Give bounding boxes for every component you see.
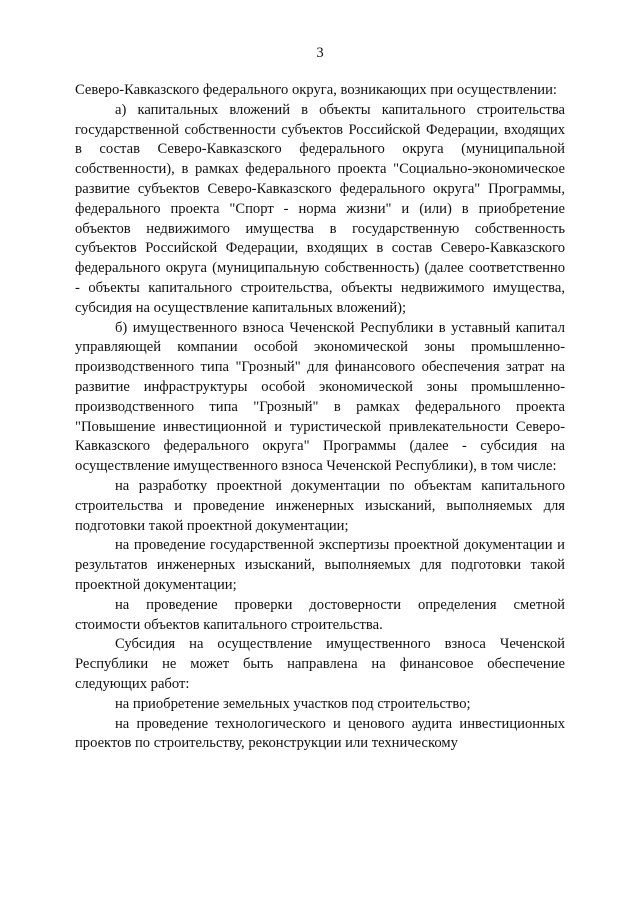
document-body: [75, 81, 565, 754]
paragraph-item-b: б) имущественного взноса Чеченской Республики в уставный капитал управляющей компании особой экономической зоны промышленно-производственного типа "Грозный" для финансового обеспечения затрат на развитие инфраструктуры особой экономической зоны промышленно-производственного типа "Грозный" в рамках федерального проекта "Повышение инвестиционной и туристической привлекательности Северо-Кавказского федерального округа" Программы (далее - субсидия на осуществление имущественного взноса Чеченской Республики), в том числе:: [75, 319, 565, 475]
paragraph-item-a: а) капитальных вложений в объекты капитального строительства государственной собственности субъектов Российской Федерации, входящих в состав Северо-Кавказского федерального округа (муниципальной собственности), в рамках федерального проекта "Социально-экономическое развитие субъектов Северо-Кавказского федерального округа" Программы, федерального проекта "Спорт - норма жизни" и (или) в приобретение объектов недвижимого имущества в государственную собственность субъектов Российской Федерации, входящих в состав Северо-Кавказского федерального округа (муниципальную собственность) (далее соответственно - объекты капитального строительства, объекты недвижимого имущества, субсидия на осуществление капитальных вложений);: [75, 101, 565, 316]
paragraph-land-acquisition: на приобретение земельных участков под строительство;: [115, 695, 471, 712]
paragraph-intro: Северо-Кавказского федерального округа, возникающих при осуществлении:: [75, 82, 557, 98]
paragraph-audit: на проведение технологического и ценового аудита инвестиционных проектов по строительству, реконструкции или техническому: [75, 715, 565, 752]
paragraph-subsidy-restriction: Субсидия на осуществление имущественного взноса Чеченской Республики не может быть направлена на финансовое обеспечение следующих работ:: [75, 636, 565, 692]
paragraph-design-documentation: на разработку проектной документации по объектам капитального строительства и проведение инженерных изысканий, выполняемых для подготовки такой проектной документации;: [75, 477, 565, 534]
paragraph-state-expertise: на проведение государственной экспертизы проектной документации и результатов инженерных изысканий, выполняемых для подготовки такой проектной документации;: [75, 537, 565, 593]
page-number: 3: [316, 45, 324, 61]
paragraph-cost-verification: на проведение проверки достоверности определения сметной стоимости объектов капитального строительства.: [75, 596, 565, 633]
